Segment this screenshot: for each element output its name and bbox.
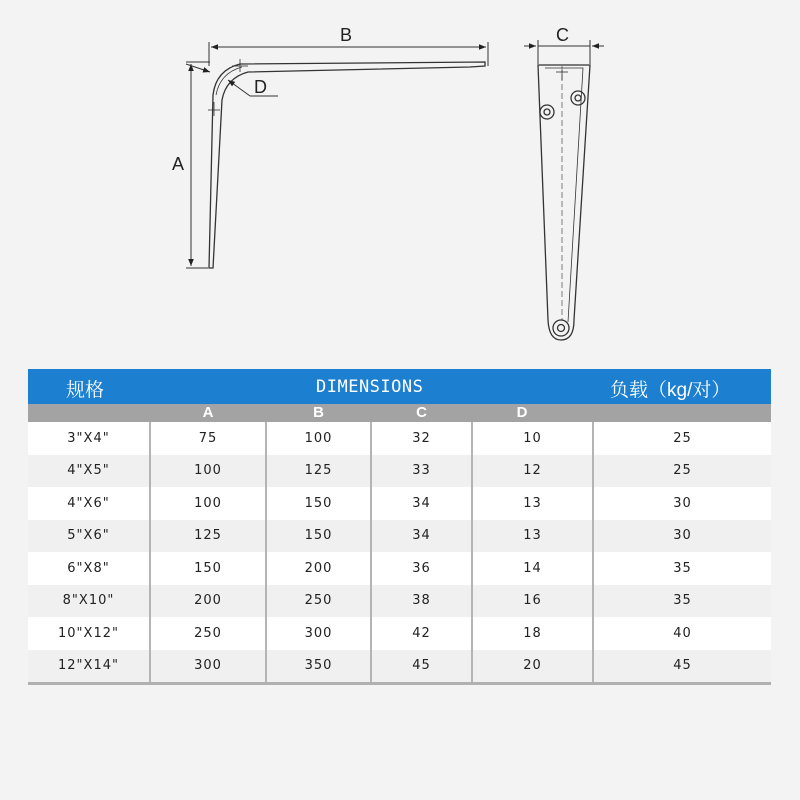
- cell-spec: 6"X8": [28, 552, 150, 585]
- cell-c: 42: [371, 617, 472, 650]
- cell-spec: 8"X10": [28, 585, 150, 618]
- cell-load: 40: [593, 617, 771, 650]
- table-row: [28, 455, 771, 488]
- cell-d: 14: [472, 552, 593, 585]
- cell-spec: 5"X6": [28, 520, 150, 553]
- cell-a: 250: [150, 617, 266, 650]
- bracket-front-view: [538, 65, 590, 340]
- table-row: [28, 617, 771, 650]
- spec-rows: [28, 422, 771, 682]
- cell-b: 150: [266, 487, 371, 520]
- subheader-c: C: [416, 404, 427, 421]
- cell-load: 30: [593, 520, 771, 553]
- cell-a: 150: [150, 552, 266, 585]
- cell-b: 150: [266, 520, 371, 553]
- cell-b: 350: [266, 650, 371, 683]
- table-row: [28, 650, 771, 683]
- cell-spec: 3"X4": [28, 422, 150, 455]
- cell-b: 250: [266, 585, 371, 618]
- subheader-a: A: [202, 404, 214, 421]
- label-a: A: [172, 154, 185, 174]
- cell-c: 32: [371, 422, 472, 455]
- cell-a: 100: [150, 487, 266, 520]
- table-subheader: [28, 404, 771, 422]
- cell-load: 25: [593, 422, 771, 455]
- cell-a: 125: [150, 520, 266, 553]
- cell-b: 200: [266, 552, 371, 585]
- cell-d: 20: [472, 650, 593, 683]
- cell-a: 200: [150, 585, 266, 618]
- table-row: [28, 585, 771, 618]
- header-spec: 规格: [66, 380, 105, 401]
- cell-d: 16: [472, 585, 593, 618]
- cell-spec: 10"X12": [28, 617, 150, 650]
- subheader-b: B: [313, 404, 324, 421]
- cell-spec: 4"X6": [28, 487, 150, 520]
- cell-c: 45: [371, 650, 472, 683]
- cell-a: 300: [150, 650, 266, 683]
- bracket-drawing: [0, 0, 800, 350]
- cell-d: 13: [472, 520, 593, 553]
- spec-table: [28, 369, 771, 685]
- cell-a: 100: [150, 455, 266, 488]
- cell-c: 34: [371, 520, 472, 553]
- table-row: [28, 487, 771, 520]
- cell-load: 35: [593, 552, 771, 585]
- table-row: [28, 520, 771, 553]
- cell-load: 45: [593, 650, 771, 683]
- table-header: [28, 369, 771, 404]
- cell-load: 35: [593, 585, 771, 618]
- dimension-a: [186, 62, 210, 268]
- cell-d: 18: [472, 617, 593, 650]
- cell-c: 33: [371, 455, 472, 488]
- table-bottom-line: [28, 682, 771, 685]
- cell-b: 100: [266, 422, 371, 455]
- cell-load: 30: [593, 487, 771, 520]
- cell-d: 10: [472, 422, 593, 455]
- table-row: [28, 422, 771, 455]
- cell-b: 125: [266, 455, 371, 488]
- cell-c: 34: [371, 487, 472, 520]
- cell-spec: 4"X5": [28, 455, 150, 488]
- label-c: C: [556, 25, 569, 45]
- cell-load: 25: [593, 455, 771, 488]
- label-b: B: [340, 25, 353, 45]
- cell-spec: 12"X14": [28, 650, 150, 683]
- cell-a: 75: [150, 422, 266, 455]
- cell-d: 13: [472, 487, 593, 520]
- cell-c: 38: [371, 585, 472, 618]
- header-load: 负载（kg/对）: [610, 380, 731, 401]
- label-d: D: [254, 77, 267, 97]
- cell-d: 12: [472, 455, 593, 488]
- cell-c: 36: [371, 552, 472, 585]
- table-row: [28, 552, 771, 585]
- header-dimensions: DIMENSIONS: [316, 377, 424, 397]
- subheader-d: D: [516, 404, 528, 421]
- bracket-side-view: [208, 59, 485, 268]
- cell-b: 300: [266, 617, 371, 650]
